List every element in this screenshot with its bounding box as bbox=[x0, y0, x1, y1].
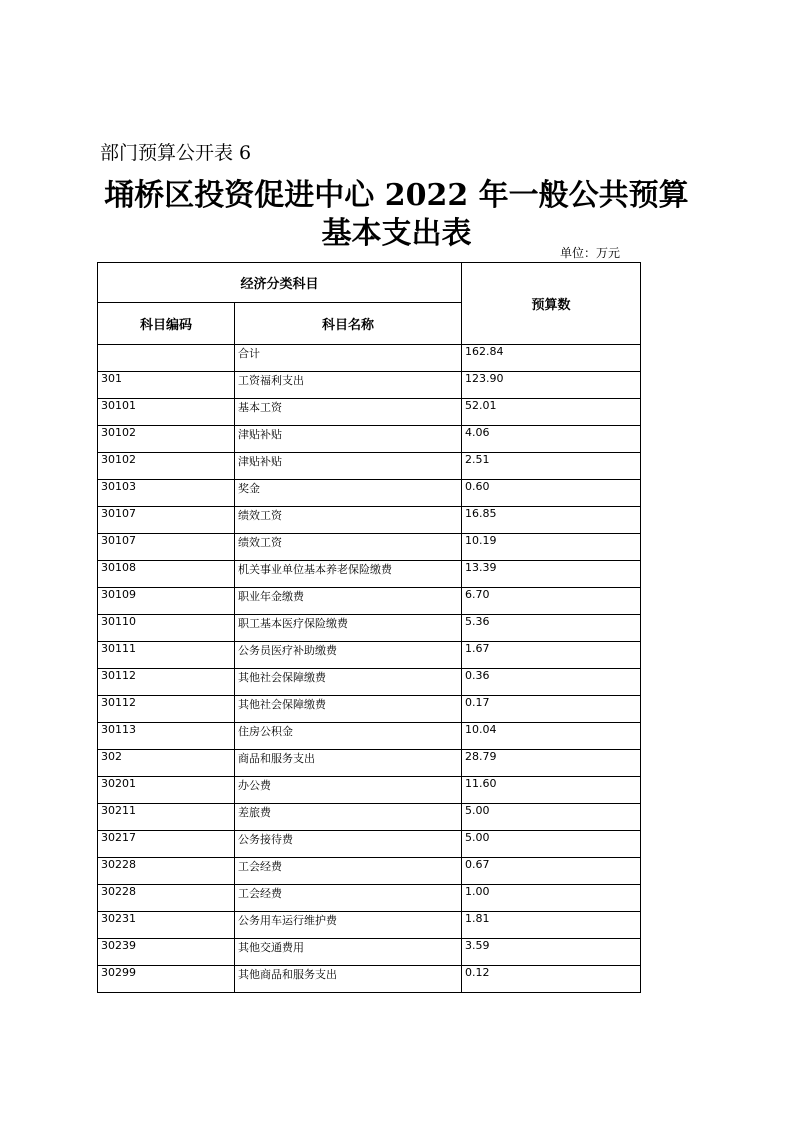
cell-subject-code: 30108 bbox=[98, 561, 235, 588]
cell-subject-name: 公务用车运行维护费 bbox=[235, 912, 462, 939]
cell-budget-amount: 5.00 bbox=[462, 831, 641, 858]
cell-budget-amount: 162.84 bbox=[462, 345, 641, 372]
cell-budget-amount: 0.67 bbox=[462, 858, 641, 885]
table-row bbox=[98, 885, 641, 912]
cell-budget-amount: 3.59 bbox=[462, 939, 641, 966]
cell-subject-code: 30110 bbox=[98, 615, 235, 642]
cell-budget-amount: 16.85 bbox=[462, 507, 641, 534]
document-label: 部门预算公开表 6 bbox=[100, 142, 252, 164]
cell-budget-amount: 10.19 bbox=[462, 534, 641, 561]
cell-subject-name: 绩效工资 bbox=[235, 534, 462, 561]
cell-subject-name: 工资福利支出 bbox=[235, 372, 462, 399]
cell-subject-name: 办公费 bbox=[235, 777, 462, 804]
header-economic-classification: 经济分类科目 bbox=[98, 263, 462, 303]
cell-subject-name: 其他社会保障缴费 bbox=[235, 669, 462, 696]
cell-subject-name: 奖金 bbox=[235, 480, 462, 507]
cell-subject-name: 公务接待费 bbox=[235, 831, 462, 858]
table-row bbox=[98, 615, 641, 642]
cell-subject-name: 其他商品和服务支出 bbox=[235, 966, 462, 993]
cell-subject-code: 30239 bbox=[98, 939, 235, 966]
table-row bbox=[98, 534, 641, 561]
cell-subject-code: 30217 bbox=[98, 831, 235, 858]
unit-label: 单位：万元 bbox=[560, 246, 621, 260]
cell-budget-amount: 52.01 bbox=[462, 399, 641, 426]
cell-budget-amount: 6.70 bbox=[462, 588, 641, 615]
cell-budget-amount: 13.39 bbox=[462, 561, 641, 588]
cell-subject-name: 机关事业单位基本养老保险缴费 bbox=[235, 561, 462, 588]
cell-budget-amount: 1.67 bbox=[462, 642, 641, 669]
table-row bbox=[98, 588, 641, 615]
cell-budget-amount: 0.60 bbox=[462, 480, 641, 507]
cell-subject-name: 住房公积金 bbox=[235, 723, 462, 750]
cell-subject-code: 30107 bbox=[98, 507, 235, 534]
cell-subject-code: 301 bbox=[98, 372, 235, 399]
cell-budget-amount: 0.36 bbox=[462, 669, 641, 696]
cell-subject-code: 30113 bbox=[98, 723, 235, 750]
cell-subject-code: 30111 bbox=[98, 642, 235, 669]
cell-subject-code: 30107 bbox=[98, 534, 235, 561]
cell-subject-name: 工会经费 bbox=[235, 858, 462, 885]
header-subject-code: 科目编码 bbox=[98, 303, 235, 345]
table-row bbox=[98, 372, 641, 399]
cell-budget-amount: 28.79 bbox=[462, 750, 641, 777]
table-row bbox=[98, 912, 641, 939]
cell-subject-code: 30112 bbox=[98, 669, 235, 696]
page-title-line2: 基本支出表 bbox=[321, 216, 472, 251]
cell-subject-name: 合计 bbox=[235, 345, 462, 372]
cell-subject-name: 基本工资 bbox=[235, 399, 462, 426]
table-row bbox=[98, 345, 641, 372]
table-row bbox=[98, 696, 641, 723]
cell-budget-amount: 1.00 bbox=[462, 885, 641, 912]
cell-budget-amount: 10.04 bbox=[462, 723, 641, 750]
budget-table bbox=[97, 262, 641, 993]
table-row bbox=[98, 669, 641, 696]
table-row bbox=[98, 426, 641, 453]
cell-subject-code: 30103 bbox=[98, 480, 235, 507]
cell-subject-code: 30201 bbox=[98, 777, 235, 804]
cell-subject-code: 30102 bbox=[98, 453, 235, 480]
cell-subject-name: 商品和服务支出 bbox=[235, 750, 462, 777]
cell-subject-code: 30102 bbox=[98, 426, 235, 453]
cell-subject-name: 津贴补贴 bbox=[235, 453, 462, 480]
page-title: 埇桥区投资促进中心 2022 年一般公共预算 bbox=[104, 178, 689, 213]
table-row bbox=[98, 750, 641, 777]
cell-subject-code: 30228 bbox=[98, 858, 235, 885]
table-row bbox=[98, 804, 641, 831]
table-row bbox=[98, 561, 641, 588]
cell-budget-amount: 11.60 bbox=[462, 777, 641, 804]
cell-subject-code: 30211 bbox=[98, 804, 235, 831]
cell-subject-name: 公务员医疗补助缴费 bbox=[235, 642, 462, 669]
table-row bbox=[98, 480, 641, 507]
cell-subject-name: 工会经费 bbox=[235, 885, 462, 912]
header-subject-name: 科目名称 bbox=[235, 303, 462, 345]
cell-subject-name: 绩效工资 bbox=[235, 507, 462, 534]
table-row bbox=[98, 777, 641, 804]
cell-subject-name: 职业年金缴费 bbox=[235, 588, 462, 615]
cell-subject-code: 30101 bbox=[98, 399, 235, 426]
table-row bbox=[98, 399, 641, 426]
cell-subject-code: 302 bbox=[98, 750, 235, 777]
table-row bbox=[98, 858, 641, 885]
cell-subject-code: 30109 bbox=[98, 588, 235, 615]
cell-subject-name: 职工基本医疗保险缴费 bbox=[235, 615, 462, 642]
cell-subject-code bbox=[98, 345, 235, 372]
cell-subject-code: 30228 bbox=[98, 885, 235, 912]
table-row bbox=[98, 453, 641, 480]
cell-subject-name: 其他交通费用 bbox=[235, 939, 462, 966]
cell-budget-amount: 4.06 bbox=[462, 426, 641, 453]
cell-budget-amount: 2.51 bbox=[462, 453, 641, 480]
cell-budget-amount: 123.90 bbox=[462, 372, 641, 399]
cell-subject-code: 30231 bbox=[98, 912, 235, 939]
table-row bbox=[98, 966, 641, 993]
table-row bbox=[98, 831, 641, 858]
cell-subject-name: 差旅费 bbox=[235, 804, 462, 831]
table-row bbox=[98, 507, 641, 534]
cell-subject-name: 津贴补贴 bbox=[235, 426, 462, 453]
cell-budget-amount: 5.00 bbox=[462, 804, 641, 831]
header-budget-amount: 预算数 bbox=[462, 263, 641, 345]
cell-subject-code: 30299 bbox=[98, 966, 235, 993]
cell-subject-name: 其他社会保障缴费 bbox=[235, 696, 462, 723]
cell-budget-amount: 0.12 bbox=[462, 966, 641, 993]
table-row bbox=[98, 642, 641, 669]
table-row bbox=[98, 939, 641, 966]
cell-budget-amount: 5.36 bbox=[462, 615, 641, 642]
cell-budget-amount: 0.17 bbox=[462, 696, 641, 723]
table-body bbox=[98, 345, 641, 993]
table-row bbox=[98, 723, 641, 750]
cell-subject-code: 30112 bbox=[98, 696, 235, 723]
cell-budget-amount: 1.81 bbox=[462, 912, 641, 939]
